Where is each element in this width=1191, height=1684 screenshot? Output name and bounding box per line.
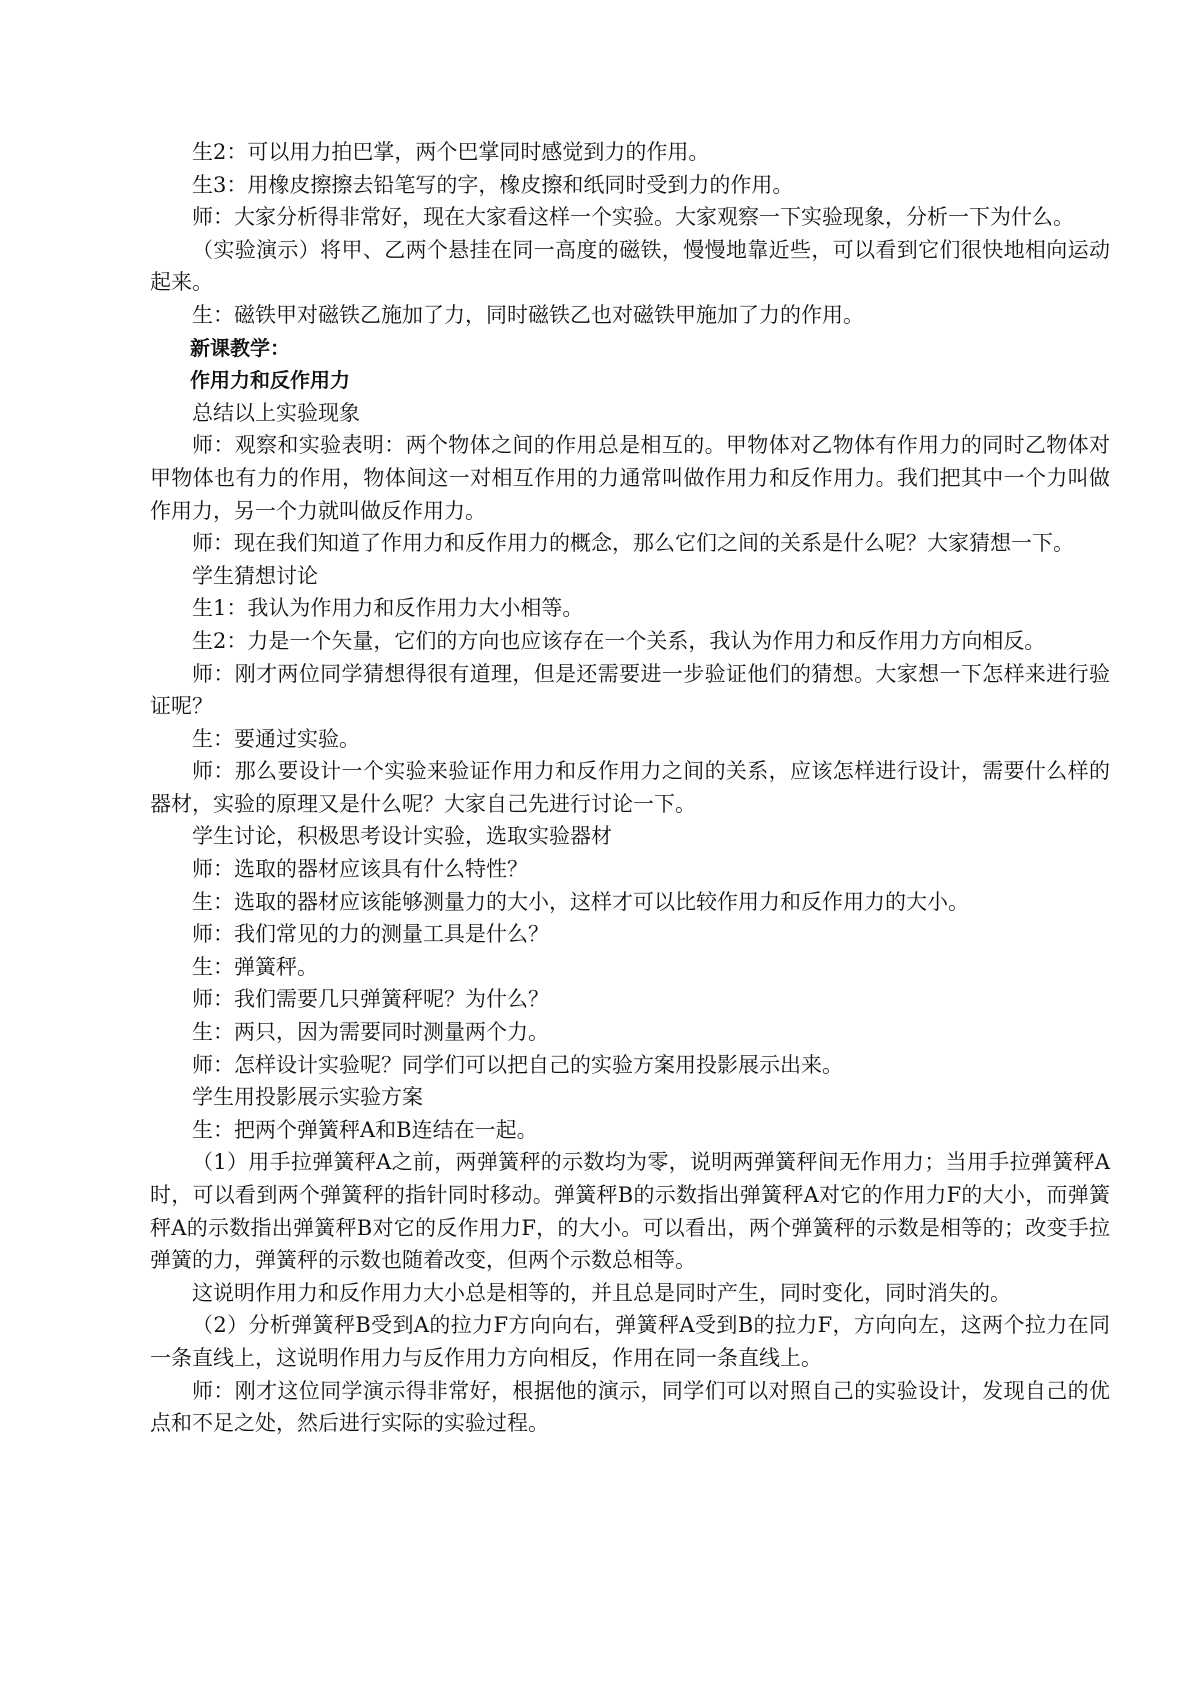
paragraph: 师：观察和实验表明：两个物体之间的作用总是相互的。甲物体对乙物体有作用力的同时乙物体对甲物体也有力的作用，物体间这一对相互作用的力通常叫做作用力和反作用力。我们把其中一个力叫做作用力，另一个力就叫做反作用力。: [150, 433, 1110, 523]
section-heading: 作用力和反作用力: [190, 368, 350, 393]
paragraph: 生：把两个弹簧秤A和B连结在一起。: [192, 1117, 538, 1142]
paragraph: 生2：可以用力拍巴掌，两个巴掌同时感觉到力的作用。: [192, 140, 710, 164]
paragraph: 学生猜想讨论: [192, 563, 318, 588]
paragraph: 师：刚才这位同学演示得非常好，根据他的演示，同学们可以对照自己的实验设计，发现自己的优点和不足之处，然后进行实际的实验过程。: [150, 1378, 1110, 1436]
paragraph: 师：我们需要几只弹簧秤呢？为什么？: [192, 987, 549, 1012]
paragraph: （实验演示）将甲、乙两个悬挂在同一高度的磁铁，慢慢地靠近些，可以看到它们很快地相向运动起来。: [150, 237, 1110, 295]
paragraph: 生：要通过实验。: [192, 726, 360, 751]
document-page: [150, 136, 1110, 1440]
paragraph: 学生用投影展示实验方案: [192, 1085, 423, 1110]
paragraph: 生2：力是一个矢量，它们的方向也应该存在一个关系，我认为作用力和反作用力方向相反。: [192, 628, 1046, 653]
paragraph: 师：大家分析得非常好，现在大家看这样一个实验。大家观察一下实验现象，分析一下为什么。: [192, 205, 1074, 230]
paragraph: 总结以上实验现象: [192, 400, 360, 425]
paragraph: 生：两只，因为需要同时测量两个力。: [192, 1020, 549, 1045]
paragraph: 生3：用橡皮擦擦去铅笔写的字，橡皮擦和纸同时受到力的作用。: [192, 172, 794, 197]
paragraph: 师：我们常见的力的测量工具是什么？: [192, 922, 549, 947]
paragraph: 生1：我认为作用力和反作用力大小相等。: [192, 596, 584, 621]
paragraph: 师：选取的器材应该具有什么特性？: [192, 857, 528, 882]
paragraph: 师：刚才两位同学猜想得很有道理，但是还需要进一步验证他们的猜想。大家想一下怎样来进行验证呢？: [150, 661, 1110, 719]
paragraph: （1）用手拉弹簧秤A之前，两弹簧秤的示数均为零，说明两弹簧秤间无作用力；当用手拉弹簧秤A时，可以看到两个弹簧秤的指针同时移动。弹簧秤B的示数指出弹簧秤A对它的作用力F的大小，而弹簧秤A的示数指出弹簧秤B对它的反作用力F，的大小。可以看出，两个弹簧秤的示数是相等的；改变手拉弹簧的力，弹簧秤的示数也随着改变，但两个示数总相等。: [150, 1150, 1110, 1273]
paragraph: 生：选取的器材应该能够测量力的大小，这样才可以比较作用力和反作用力的大小。: [192, 889, 969, 914]
paragraph: （2）分析弹簧秤B受到A的拉力F方向向右，弹簧秤A受到B的拉力F，方向向左，这两个拉力在同一条直线上，这说明作用力与反作用力方向相反，作用在同一条直线上。: [150, 1313, 1110, 1370]
paragraph: 这说明作用力和反作用力大小总是相等的，并且总是同时产生，同时变化，同时消失的。: [192, 1280, 1011, 1305]
paragraph: 生：弹簧秤。: [192, 954, 318, 979]
paragraph: 学生讨论，积极思考设计实验，选取实验器材: [192, 824, 612, 849]
paragraph: 师：那么要设计一个实验来验证作用力和反作用力之间的关系，应该怎样进行设计，需要什么样的器材，实验的原理又是什么呢？大家自己先进行讨论一下。: [150, 759, 1110, 816]
paragraph: 师：怎样设计实验呢？同学们可以把自己的实验方案用投影展示出来。: [192, 1052, 843, 1077]
section-heading: 新课教学：: [190, 335, 290, 360]
paragraph: 师：现在我们知道了作用力和反作用力的概念，那么它们之间的关系是什么呢？大家猜想一下。: [192, 531, 1074, 556]
paragraph: 生：磁铁甲对磁铁乙施加了力，同时磁铁乙也对磁铁甲施加了力的作用。: [192, 302, 864, 327]
